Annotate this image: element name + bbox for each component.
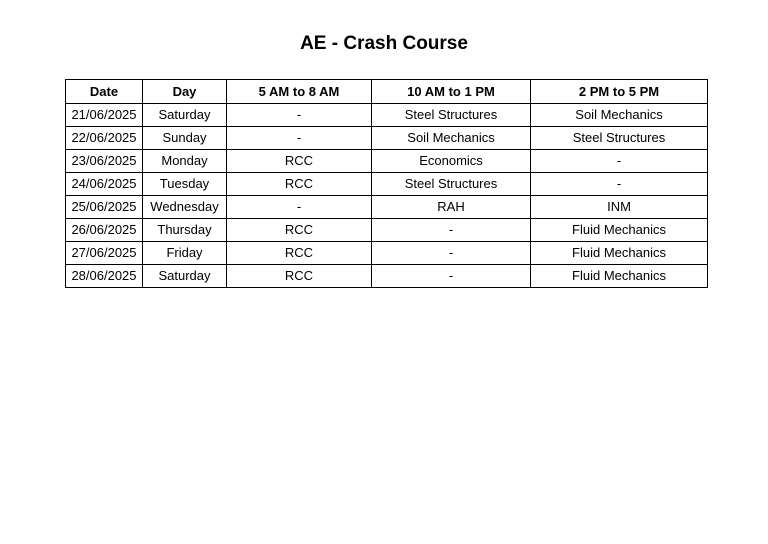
table-row	[66, 173, 708, 196]
cell-slot-morning: -	[227, 104, 372, 127]
cell-day: Wednesday	[143, 196, 227, 219]
table-row	[66, 242, 708, 265]
table-row	[66, 219, 708, 242]
cell-date: 24/06/2025	[66, 173, 143, 196]
table-row	[66, 104, 708, 127]
cell-slot-midday: -	[372, 242, 531, 265]
cell-slot-morning: RCC	[227, 219, 372, 242]
cell-day: Saturday	[143, 265, 227, 288]
cell-slot-afternoon: Soil Mechanics	[531, 104, 708, 127]
cell-slot-midday: RAH	[372, 196, 531, 219]
cell-day: Thursday	[143, 219, 227, 242]
header-date: Date	[66, 80, 143, 104]
cell-slot-midday: Economics	[372, 150, 531, 173]
table-row	[66, 196, 708, 219]
cell-slot-morning: RCC	[227, 150, 372, 173]
header-slot-midday: 10 AM to 1 PM	[372, 80, 531, 104]
cell-date: 26/06/2025	[66, 219, 143, 242]
cell-slot-midday: -	[372, 265, 531, 288]
cell-day: Sunday	[143, 127, 227, 150]
cell-slot-morning: RCC	[227, 242, 372, 265]
page-title: AE - Crash Course	[300, 33, 468, 54]
cell-slot-afternoon: Fluid Mechanics	[531, 265, 708, 288]
table-row	[66, 127, 708, 150]
cell-slot-morning: RCC	[227, 173, 372, 196]
cell-day: Monday	[143, 150, 227, 173]
cell-date: 23/06/2025	[66, 150, 143, 173]
cell-date: 22/06/2025	[66, 127, 143, 150]
table-header-row	[66, 80, 708, 104]
cell-day: Friday	[143, 242, 227, 265]
cell-slot-midday: Steel Structures	[372, 104, 531, 127]
cell-slot-afternoon: Fluid Mechanics	[531, 219, 708, 242]
cell-slot-afternoon: Steel Structures	[531, 127, 708, 150]
cell-slot-afternoon: INM	[531, 196, 708, 219]
cell-slot-morning: RCC	[227, 265, 372, 288]
cell-date: 28/06/2025	[66, 265, 143, 288]
header-slot-afternoon: 2 PM to 5 PM	[531, 80, 708, 104]
cell-slot-midday: Soil Mechanics	[372, 127, 531, 150]
cell-slot-afternoon: -	[531, 173, 708, 196]
cell-date: 27/06/2025	[66, 242, 143, 265]
cell-slot-midday: -	[372, 219, 531, 242]
cell-date: 25/06/2025	[66, 196, 143, 219]
schedule-table	[65, 79, 708, 288]
header-slot-morning: 5 AM to 8 AM	[227, 80, 372, 104]
header-day: Day	[143, 80, 227, 104]
table-row	[66, 150, 708, 173]
cell-slot-afternoon: -	[531, 150, 708, 173]
table-row	[66, 265, 708, 288]
cell-day: Tuesday	[143, 173, 227, 196]
cell-slot-midday: Steel Structures	[372, 173, 531, 196]
cell-slot-afternoon: Fluid Mechanics	[531, 242, 708, 265]
cell-date: 21/06/2025	[66, 104, 143, 127]
cell-day: Saturday	[143, 104, 227, 127]
cell-slot-morning: -	[227, 196, 372, 219]
cell-slot-morning: -	[227, 127, 372, 150]
